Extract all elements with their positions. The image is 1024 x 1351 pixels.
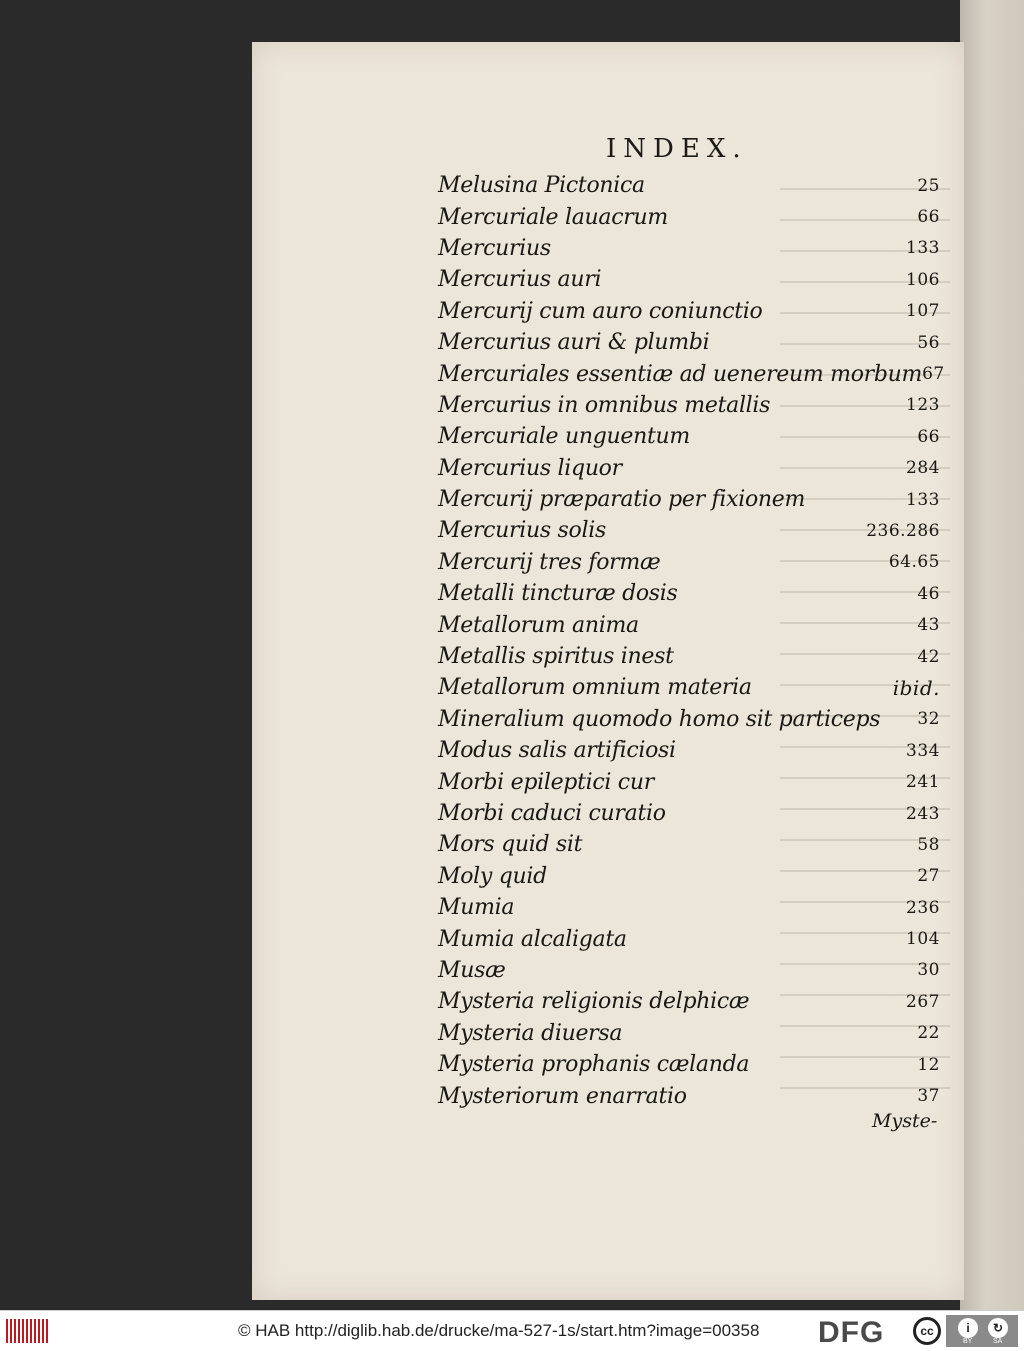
entry-term: Metalli tincturæ dosis [438, 581, 678, 607]
entry-term: Mumia [438, 895, 515, 921]
index-entry [438, 955, 944, 986]
index-entry [438, 923, 944, 954]
index-entry [438, 515, 944, 546]
entry-term: Melusina Pictonica [438, 173, 645, 199]
entry-page: 25 [917, 175, 940, 196]
entry-term: Mysteria religionis delphicæ [438, 989, 750, 1015]
entry-term: Mercurius auri & plumbi [438, 330, 710, 356]
entry-page: 107 [906, 301, 940, 322]
entry-term: Mercuriale lauacrum [438, 204, 668, 230]
index-entry [438, 609, 944, 640]
entry-term: Mercurius solis [438, 518, 606, 544]
index-entry [438, 829, 944, 860]
index-entry [438, 578, 944, 609]
entry-page: ibid. [892, 675, 940, 700]
entry-page: 243 [906, 803, 940, 824]
entry-page: 37 [917, 1086, 940, 1107]
dfg-logo: DFG [818, 1316, 885, 1349]
sa-label: SA [993, 1338, 1003, 1345]
entry-term: Mercurius auri [438, 267, 602, 293]
next-page-edge [960, 0, 1024, 1310]
entry-page: 64.65 [888, 552, 940, 573]
index-entry [438, 170, 944, 201]
barcode-icon [6, 1319, 48, 1343]
entry-term: Mumia alcaligata [438, 926, 627, 952]
index-entry [438, 296, 944, 327]
index-entry [438, 1049, 944, 1080]
entry-page: 334 [906, 740, 940, 761]
entry-term: Metallis spiritus inest [438, 644, 674, 670]
index-entry [438, 798, 944, 829]
index-entry [438, 421, 944, 452]
entry-page: 133 [906, 489, 940, 510]
index-entry [438, 327, 944, 358]
entry-page: 67 [922, 364, 945, 385]
entry-term: Morbi caduci curatio [438, 801, 666, 826]
entry-term: Metallorum anima [438, 612, 639, 638]
entry-term: Moly quid [438, 863, 547, 889]
source-credit: © HAB http://diglib.hab.de/drucke/ma-527-1s/start.htm?image=00358 [238, 1321, 760, 1340]
attribution-icon: i [958, 1318, 978, 1338]
entry-page: 133 [906, 238, 940, 259]
entry-page: 236.286 [866, 520, 940, 541]
entry-term: Mercurij cum auro coniunctio [438, 298, 763, 324]
index-entry [438, 641, 944, 672]
page-title: INDEX. [606, 134, 748, 164]
index-entry [438, 453, 944, 484]
entry-term: Musæ [438, 957, 506, 983]
index-entry [438, 547, 944, 578]
index-entry [438, 390, 944, 421]
entry-page: 56 [917, 332, 940, 353]
entry-term: Mysteria prophanis cælanda [438, 1052, 750, 1078]
entry-term: Modus salis artificiosi [438, 738, 676, 764]
entry-term: Morbi epileptici cur [438, 769, 654, 795]
index-entry [438, 1080, 944, 1111]
index-entry [438, 735, 944, 766]
catchword: Myste- [872, 1110, 938, 1132]
index-entry [438, 201, 944, 232]
entry-page: 66 [917, 207, 940, 228]
entry-page: 123 [906, 395, 940, 416]
entry-page: 27 [917, 866, 940, 887]
entry-term: Mysteria diuersa [438, 1020, 623, 1046]
index-entry [438, 358, 944, 389]
entry-page: 267 [906, 991, 940, 1012]
entry-term: Mercuriales essentiæ ad uenereum morbum [438, 361, 923, 387]
entry-term: Mercurij præparatio per fixionem [438, 487, 806, 513]
license-badge [946, 1315, 1018, 1347]
entry-term: Metallorum omnium materia [438, 675, 752, 701]
share-alike-icon: ↻ [988, 1318, 1008, 1338]
entry-page: 284 [906, 458, 940, 479]
by-label: BY [963, 1338, 973, 1345]
index-entry [438, 766, 944, 797]
entry-term: Mercurij tres formæ [438, 549, 661, 575]
entry-term: Mors quid sit [438, 832, 583, 858]
entry-page: 106 [906, 269, 940, 290]
entry-page: 241 [906, 772, 940, 793]
entry-page: 12 [917, 1054, 940, 1075]
entry-term: Mineralium quomodo homo sit particeps [438, 706, 881, 732]
viewer-footer [0, 1310, 1024, 1351]
entry-term: Mercuriale unguentum [438, 424, 690, 450]
entry-page: 43 [917, 615, 940, 636]
entry-page: 22 [917, 1023, 940, 1044]
entry-page: 42 [917, 646, 940, 667]
entry-page: 32 [917, 709, 940, 730]
index-entry [438, 672, 944, 703]
entry-page: 66 [917, 426, 940, 447]
index-entry [438, 264, 944, 295]
entry-page: 30 [917, 960, 940, 981]
index-list [438, 170, 944, 1112]
index-entry [438, 986, 944, 1017]
entry-page: 236 [906, 897, 940, 918]
index-entry [438, 704, 944, 735]
index-entry [438, 233, 944, 264]
cc-license-icon: cc [913, 1317, 941, 1345]
entry-page: 46 [917, 583, 940, 604]
entry-page: 58 [917, 834, 940, 855]
entry-term: Mercurius in omnibus metallis [438, 392, 771, 418]
index-entry [438, 892, 944, 923]
entry-term: Mysteriorum enarratio [438, 1083, 687, 1109]
index-entry [438, 861, 944, 892]
entry-page: 104 [906, 929, 940, 950]
entry-term: Mercurius liquor [438, 455, 622, 481]
entry-term: Mercurius [438, 235, 551, 261]
index-entry [438, 484, 944, 515]
index-entry [438, 1018, 944, 1049]
